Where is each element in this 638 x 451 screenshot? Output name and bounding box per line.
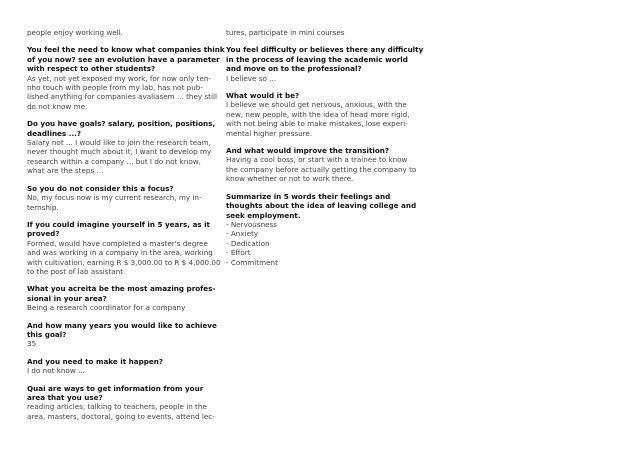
question-line: area that you use?: [27, 393, 103, 402]
question-line: and move on to the professional?: [226, 64, 362, 74]
qa-block: [27, 119, 222, 175]
answer-line: with cultivation, earning R $ 3,000.00 to R $ 4,000.00: [27, 257, 221, 267]
question-line: Quai are ways to get information from your: [27, 383, 204, 393]
answer-line: know whether or not to work there.: [226, 174, 354, 184]
question-line: sional in your area?: [27, 293, 107, 303]
question-line: What you acreita be the most amazing profes-: [27, 284, 216, 294]
left-column: [27, 28, 225, 429]
answer-line: and was working in a company in the area, working: [27, 248, 213, 258]
answer-line: people enjoy working well.: [27, 28, 123, 37]
answer-line: I believe so ...: [226, 73, 277, 83]
qa-block: [226, 191, 417, 267]
qa-block: [226, 45, 424, 83]
intro-text: [27, 28, 222, 37]
qa-block: [226, 91, 410, 138]
answer-line: with not being able to make mistakes, lose experi-: [226, 119, 408, 129]
answer-line: - Commitment: [226, 257, 278, 267]
answer-line: nho touch with people from my lab, has not pub-: [27, 83, 203, 93]
answer-line: Having a cool boss, or start with a trainee to know: [226, 155, 408, 165]
qa-block: [27, 184, 222, 212]
question-line: And you need to make it happen?: [27, 356, 164, 366]
qa-block: [27, 357, 222, 376]
answer-line: Being a research coordinator for a company: [27, 303, 186, 313]
question-line: thoughts about the idea of leaving college and: [226, 201, 417, 211]
answer-line: - Dedication: [226, 238, 270, 248]
question-line: of you now? see an evolution have a parameter: [27, 54, 220, 64]
answer-line: - Anxiety: [226, 229, 259, 239]
answer-line: to the post of lab assistant: [27, 266, 124, 276]
question-line: Do you have goals? salary, position, positions,: [27, 119, 216, 129]
question-line: You feel the need to know what companies think: [27, 45, 225, 55]
answer-line: never thought much about it, I want to develop my: [27, 147, 212, 157]
question-line: Summarize in 5 words their feelings and: [226, 191, 391, 201]
answer-line: lished anything for companies avaliasem ... they still: [27, 92, 217, 102]
answer-line: 35: [27, 339, 37, 349]
answer-line: tures, participate in mini courses: [226, 28, 345, 37]
question-line: And what would improve the transition?: [226, 146, 390, 156]
qa-block: [226, 146, 417, 184]
right-column: [226, 28, 424, 275]
answer-line: Formed, would have completed a master's degree: [27, 238, 208, 248]
question-line: in the process of leaving the academic world: [226, 54, 408, 64]
answer-line: the company before actually getting the company to: [226, 164, 417, 174]
answer-line: As yet, not yet exposed my work, for now only ten-: [27, 73, 212, 83]
question-line: seek employment.: [226, 210, 301, 220]
answer-line: Salary not ... I would like to join the research team,: [27, 138, 211, 148]
answer-line: - Effort: [226, 248, 251, 258]
answer-line: I do not know ...: [27, 366, 85, 376]
answer-line: area, masters, doctoral, going to events, attend lec-: [27, 411, 215, 421]
question-line: And how many years you would like to achieve: [27, 320, 217, 330]
answer-line: mental higher pressure.: [226, 128, 313, 138]
answer-line: what are the steps ...: [27, 166, 104, 176]
qa-block: [27, 45, 225, 111]
answer-line: reading articles, talking to teachers, people in the: [27, 402, 207, 412]
answer-line: ternship.: [27, 202, 59, 212]
answer-line: research within a company ... but I do not know,: [27, 156, 201, 166]
question-line: So you do not consider this a focus?: [27, 183, 174, 193]
qa-block: [27, 220, 222, 276]
qa-block: [27, 284, 222, 312]
question-line: this goal?: [27, 329, 67, 339]
question-line: with respect to other students?: [27, 64, 156, 74]
answer-line: No, my focus now is my current research, my in-: [27, 193, 202, 203]
answer-line: - Nervousness: [226, 219, 278, 229]
answer-line: I believe we should get nervous, anxious, with the: [226, 100, 407, 110]
question-line: proved?: [27, 229, 60, 239]
intro-text: [226, 28, 406, 37]
answer-line: do not know me.: [27, 101, 88, 111]
question-line: If you could imagine yourself in 5 years, as it: [27, 219, 210, 229]
answer-line: new, new people, with the idea of head more rigid,: [226, 109, 410, 119]
qa-block: [27, 384, 222, 422]
question-line: You feel difficulty or believes there any difficulty: [226, 45, 424, 55]
qa-block: [27, 321, 222, 349]
question-line: deadlines ...?: [27, 128, 82, 138]
question-line: What would it be?: [226, 91, 300, 101]
